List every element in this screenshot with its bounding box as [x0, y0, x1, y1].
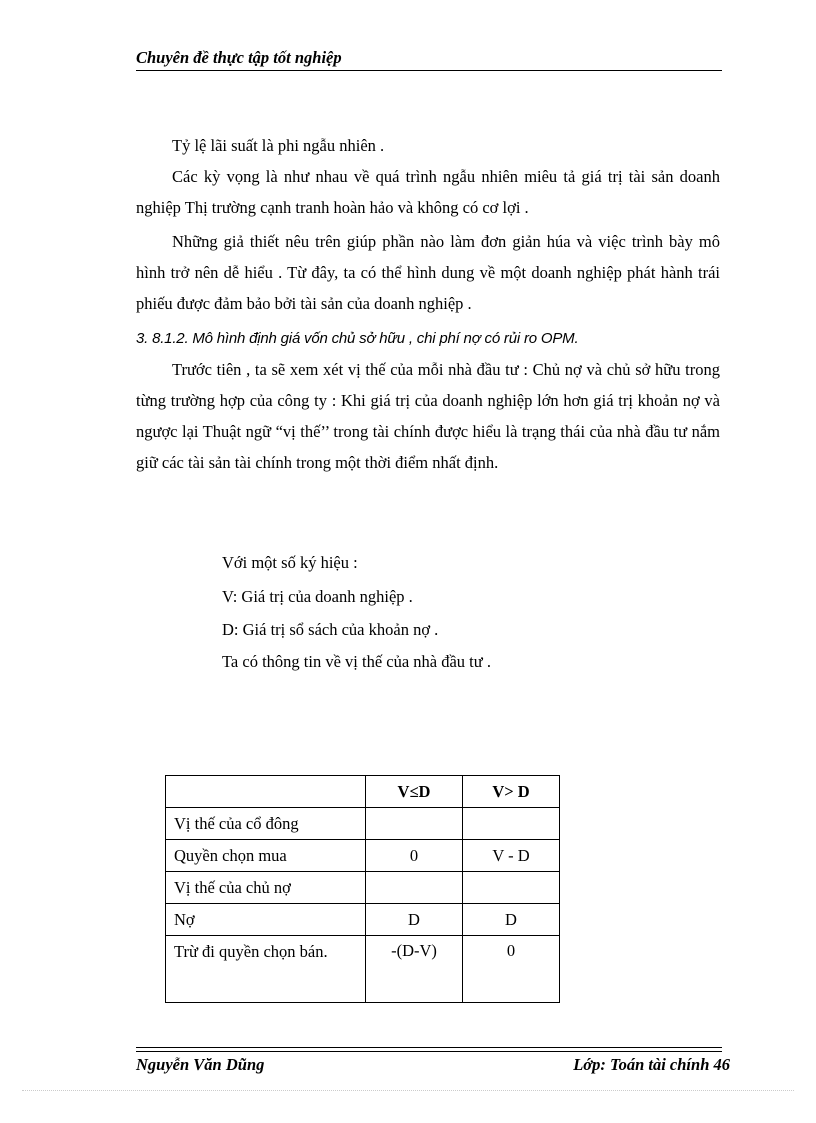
- table-cell: D: [463, 904, 560, 936]
- investor-position-table: [165, 775, 560, 1003]
- table-header-v-gt-d: V> D: [463, 776, 560, 808]
- table-cell: 0: [366, 840, 463, 872]
- table-cell-label: Vị thế của chủ nợ: [166, 872, 366, 904]
- table-cell: -(D-V): [366, 936, 463, 1003]
- notation-v: V: Giá trị của doanh nghiệp .: [222, 587, 413, 606]
- table-cell-label: Quyền chọn mua: [166, 840, 366, 872]
- table-cell: V - D: [463, 840, 560, 872]
- table-header-row: [166, 776, 560, 808]
- table-cell: [366, 808, 463, 840]
- footer-author: Nguyễn Văn Dũng: [136, 1055, 265, 1074]
- table-row: [166, 904, 560, 936]
- table-cell: [463, 872, 560, 904]
- table-cell-label: Trừ đi quyền chọn bán.: [166, 936, 366, 1003]
- paragraph-investor-position: Trước tiên , ta sẽ xem xét vị thế của mỗi nhà đầu tư : Chủ nợ và chủ sở hữu trong từng trường hợp của công ty : Khi giá trị của doanh nghiệp lớn hơn giá trị khoản nợ và ngược lại Thuật ngữ “vị thế’’ trong tài chính được hiểu là trạng thái của nhà đầu tư nắm giữ các tài sản tài chính trong một thời điểm nhất định.: [136, 360, 720, 472]
- notation-d: D: Giá trị sổ sách của khoản nợ .: [222, 620, 439, 639]
- table-row: [166, 872, 560, 904]
- page-header: Chuyên đề thực tập tốt nghiệp: [136, 48, 722, 71]
- footer-rule: [136, 1047, 722, 1052]
- table-header-v-le-d: V≤D: [366, 776, 463, 808]
- table-cell: [463, 808, 560, 840]
- table-row: [166, 840, 560, 872]
- paragraph-expectations: Các kỳ vọng là như nhau về quá trình ngẫu nhiên miêu tả giá trị tài sản doanh nghiệp Thị trường cạnh tranh hoàn hảo và không có cơ lợi .: [136, 167, 720, 217]
- notation-info: Ta có thông tin về vị thế của nhà đầu tư .: [222, 652, 491, 671]
- paragraph-assumptions: Những giả thiết nêu trên giúp phần nào làm đơn giản húa và việc trình bày mô hình trở nên dễ hiểu . Từ đây, ta có thể hình dung về một doanh nghiệp phát hành trái phiếu được đảm bảo bởi tài sản của doanh nghiệp .: [136, 232, 720, 313]
- paragraph-interest-rate: Tỷ lệ lãi suất là phi ngẫu nhiên .: [172, 136, 385, 155]
- table-cell: [366, 872, 463, 904]
- table-cell: 0: [463, 936, 560, 1003]
- footer-class: Lớp: Toán tài chính 46: [573, 1055, 730, 1074]
- table-header-blank: [166, 776, 366, 808]
- table-row: [166, 936, 560, 1003]
- notation-intro: Với một số ký hiệu :: [222, 553, 358, 572]
- section-heading: 3. 8.1.2. Mô hình định giá vốn chủ sở hữu , chi phí nợ có rủi ro OPM.: [136, 330, 579, 347]
- table-cell: D: [366, 904, 463, 936]
- table-cell-label: Nợ: [166, 904, 366, 936]
- page-edge-divider: [22, 1090, 794, 1091]
- table-cell-label: Vị thế của cổ đông: [166, 808, 366, 840]
- table-row: [166, 808, 560, 840]
